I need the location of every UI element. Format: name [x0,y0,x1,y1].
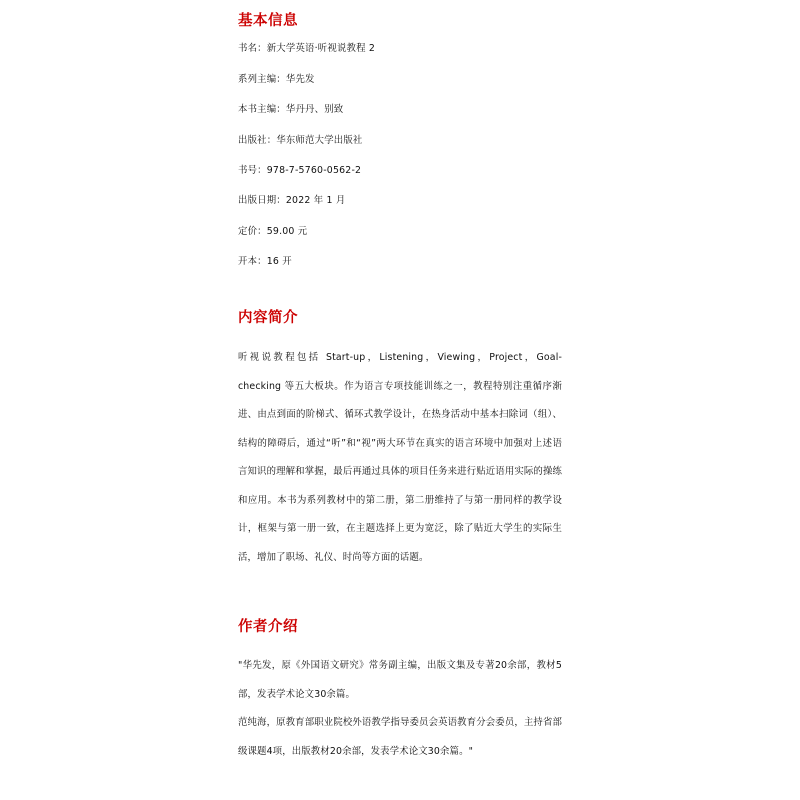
basic-info-heading: 基本信息 [238,13,298,29]
author-paragraph: "华先发，原《外国语文研究》常务副主编，出版文集及专著20余部，教材5部，发表学术论文30余篇。 [238,660,562,700]
info-value: 华东师范大学出版社 [276,134,363,146]
section-basic-info [238,0,562,267]
info-label: 定价： [238,225,267,237]
info-value: 新大学英语·听视说教程 2 [266,43,376,55]
info-value: 59.00 元 [266,225,308,237]
info-value: 华先发 [285,73,315,85]
section-author-intro [238,572,562,766]
list-item [238,75,562,84]
info-label: 系列主编： [238,73,286,85]
list-item [238,227,562,236]
basic-info-list [238,44,562,266]
list-item [238,136,562,145]
author-intro-heading: 作者介绍 [238,619,298,636]
info-label: 书名： [238,43,267,55]
content-column [238,0,562,766]
info-value: 978-7-5760-0562-2 [266,165,362,177]
list-item [238,196,562,205]
list-item [238,44,562,53]
section-summary [238,267,562,572]
author-paragraph: 范纯海，原教育部职业院校外语教学指导委员会英语教育分会委员，主持省部级课题4项，出版教材20余部，发表学术论文30余篇。" [238,717,562,757]
info-label: 书号： [238,165,267,177]
info-label: 本书主编： [238,104,286,116]
info-value: 16 开 [266,256,292,268]
list-item [238,166,562,175]
info-label: 开本： [238,256,267,268]
list-item [238,257,562,266]
info-label: 出版社： [238,134,277,146]
list-item [238,105,562,114]
info-value: 华丹丹、别致 [285,104,344,116]
summary-paragraph: 听视说教程包括 Start-up，Listening，Viewing，Project，Goal-checking 等五大板块。作为语言专项技能训练之一，教程特别注重循序渐进、由点到面的阶梯式、循环式教学设计，在热身活动中基本扫除词（组）、结构的障碍后，通过“听”和“视”两大环节在真实的语言环境中加强对上述语言知识的理解和掌握，最后再通过具体的项目任务来进行贴近语用实际的操练和应用。本书为系列教材中的第二册，第二册维持了与第一册同样的教学设计，框架与第一册一致，在主题选择上更为宽泛，除了贴近大学生的实际生活，增加了职场、礼仪、时尚等方面的话题。 [238,352,562,563]
info-value: 2022 年 1 月 [285,195,346,207]
summary-heading: 内容简介 [238,309,298,326]
info-label: 出版日期： [238,195,286,207]
